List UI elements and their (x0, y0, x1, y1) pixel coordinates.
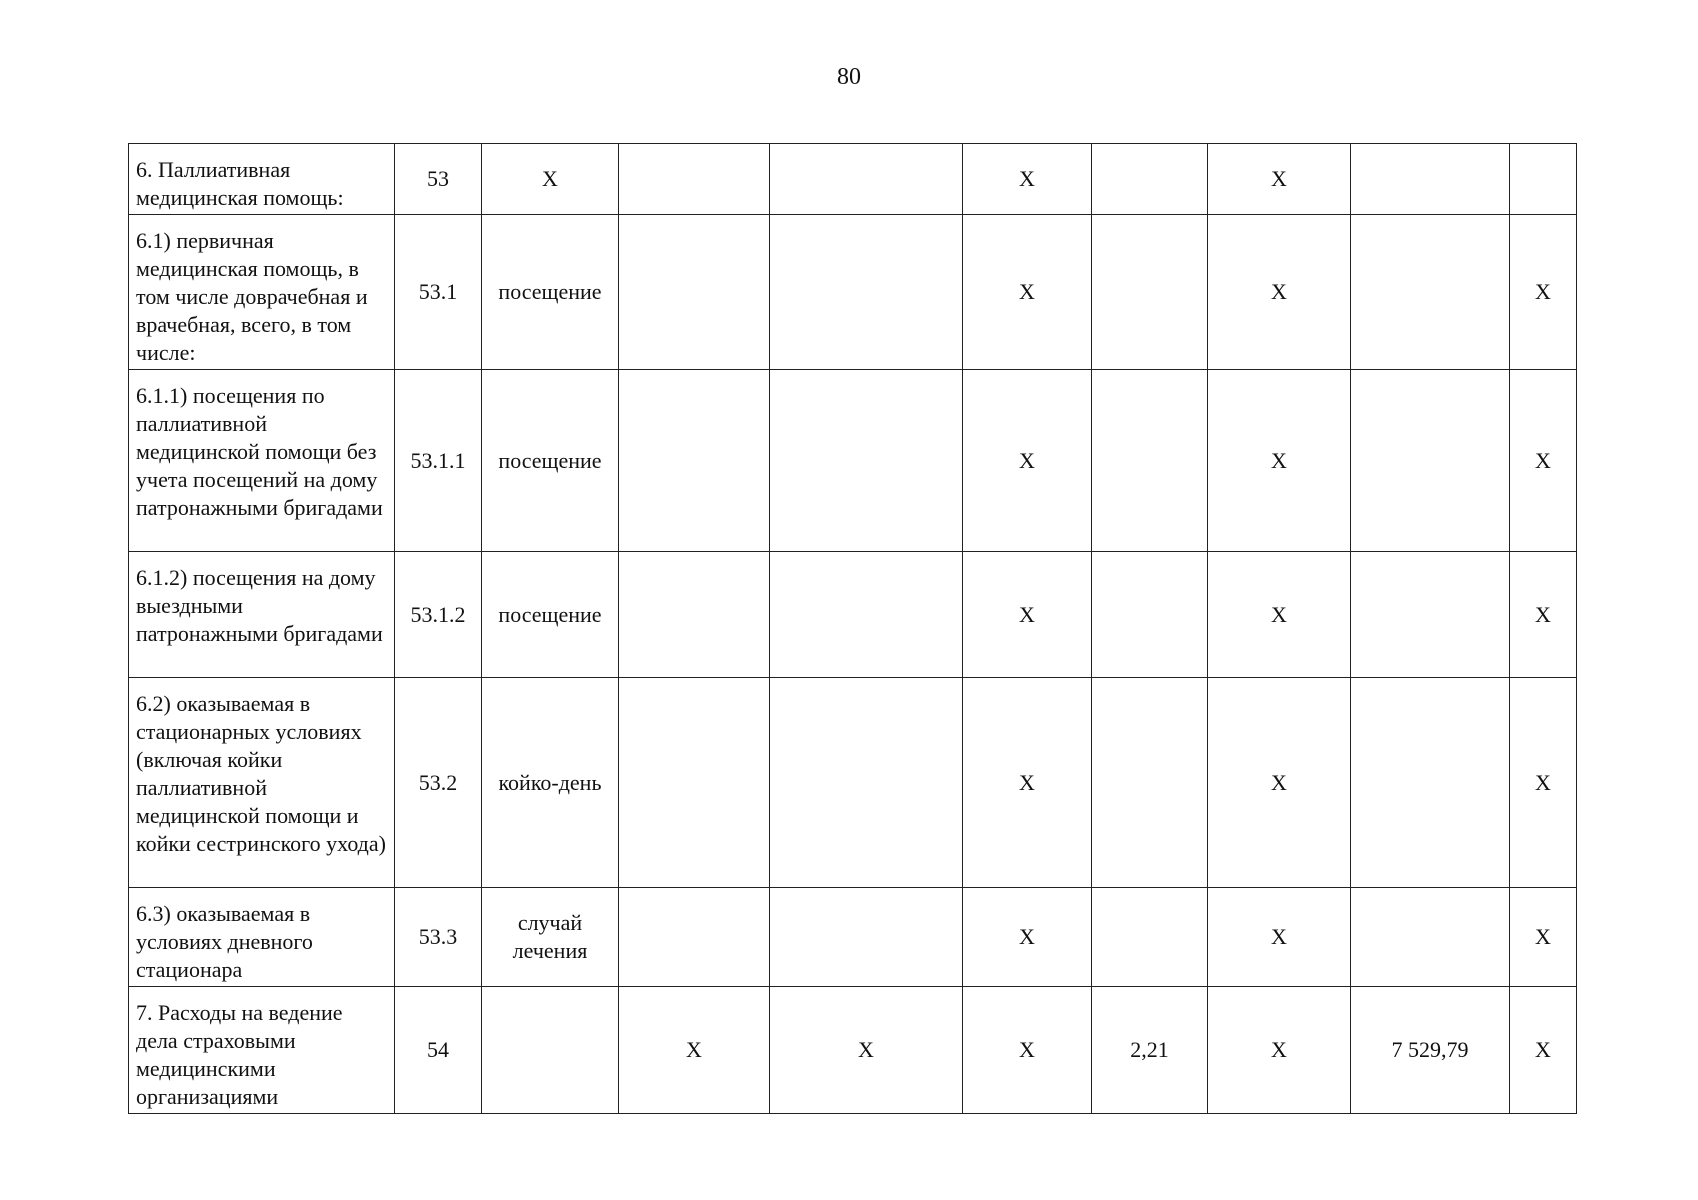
row-unit-cell: посещение (482, 552, 619, 678)
data-cell: 2,21 (1092, 987, 1208, 1114)
financing-table (128, 143, 1577, 1114)
data-cell (770, 888, 963, 987)
row-unit-cell: койко-день (482, 678, 619, 888)
data-cell (619, 144, 770, 215)
row-code-cell: 53.1 (395, 215, 482, 370)
data-cell (1092, 888, 1208, 987)
row-name-cell: 6. Паллиативная медицинская помощь: (129, 144, 395, 215)
data-cell: X (963, 144, 1092, 215)
data-cell (619, 888, 770, 987)
data-cell (619, 370, 770, 552)
row-unit-cell: X (482, 144, 619, 215)
row-name-cell: 6.1.2) посещения на дому выездными патронажными бригадами (129, 552, 395, 678)
row-name-cell: 6.2) оказываемая в стационарных условиях (включая койки паллиативной медицинской помощи и койки сестринского ухода) (129, 678, 395, 888)
data-cell (770, 215, 963, 370)
row-unit-cell (482, 987, 619, 1114)
data-cell: X (1510, 370, 1577, 552)
data-cell: X (619, 987, 770, 1114)
data-cell (1351, 552, 1510, 678)
data-cell (619, 215, 770, 370)
row-unit-cell: случай лечения (482, 888, 619, 987)
row-unit-cell: посещение (482, 370, 619, 552)
data-cell (1092, 678, 1208, 888)
data-cell (1092, 144, 1208, 215)
page-number: 80 (837, 64, 861, 90)
data-cell: X (963, 678, 1092, 888)
data-cell: X (1510, 888, 1577, 987)
row-code-cell: 54 (395, 987, 482, 1114)
row-name-cell: 6.1) первичная медицинская помощь, в том числе доврачебная и врачебная, всего, в том числе: (129, 215, 395, 370)
data-cell (1351, 144, 1510, 215)
data-cell (619, 552, 770, 678)
table-row (129, 987, 1577, 1114)
data-cell: X (1510, 678, 1577, 888)
data-cell: X (963, 552, 1092, 678)
data-cell: X (1208, 370, 1351, 552)
data-cell: X (1510, 987, 1577, 1114)
table-row (129, 144, 1577, 215)
data-cell (1351, 370, 1510, 552)
data-cell (1092, 370, 1208, 552)
data-cell: 7 529,79 (1351, 987, 1510, 1114)
data-cell (1351, 888, 1510, 987)
row-unit-cell: посещение (482, 215, 619, 370)
row-name-cell: 6.1.1) посещения по паллиативной медицинской помощи без учета посещений на дому патронажными бригадами (129, 370, 395, 552)
data-cell: X (963, 215, 1092, 370)
data-cell (1351, 215, 1510, 370)
row-code-cell: 53.1.2 (395, 552, 482, 678)
data-cell: X (963, 888, 1092, 987)
row-name-cell: 7. Расходы на ведение дела страховыми медицинскими организациями (129, 987, 395, 1114)
data-cell: X (963, 370, 1092, 552)
data-cell: X (1208, 144, 1351, 215)
data-cell (1351, 678, 1510, 888)
table-row (129, 215, 1577, 370)
table-row (129, 888, 1577, 987)
table-row (129, 552, 1577, 678)
data-cell: X (963, 987, 1092, 1114)
data-cell (770, 370, 963, 552)
data-cell (1510, 144, 1577, 215)
data-cell (770, 678, 963, 888)
data-cell: X (1208, 215, 1351, 370)
row-code-cell: 53.1.1 (395, 370, 482, 552)
row-code-cell: 53 (395, 144, 482, 215)
data-cell: X (1510, 215, 1577, 370)
data-cell (770, 552, 963, 678)
data-cell (770, 144, 963, 215)
data-cell: X (1208, 888, 1351, 987)
table-row (129, 678, 1577, 888)
row-code-cell: 53.2 (395, 678, 482, 888)
data-cell: X (1208, 678, 1351, 888)
data-cell: X (1208, 987, 1351, 1114)
data-cell: X (770, 987, 963, 1114)
data-cell (1092, 215, 1208, 370)
row-code-cell: 53.3 (395, 888, 482, 987)
table-row (129, 370, 1577, 552)
row-name-cell: 6.3) оказываемая в условиях дневного стационара (129, 888, 395, 987)
data-cell: X (1510, 552, 1577, 678)
data-cell: X (1208, 552, 1351, 678)
data-cell (619, 678, 770, 888)
data-cell (1092, 552, 1208, 678)
